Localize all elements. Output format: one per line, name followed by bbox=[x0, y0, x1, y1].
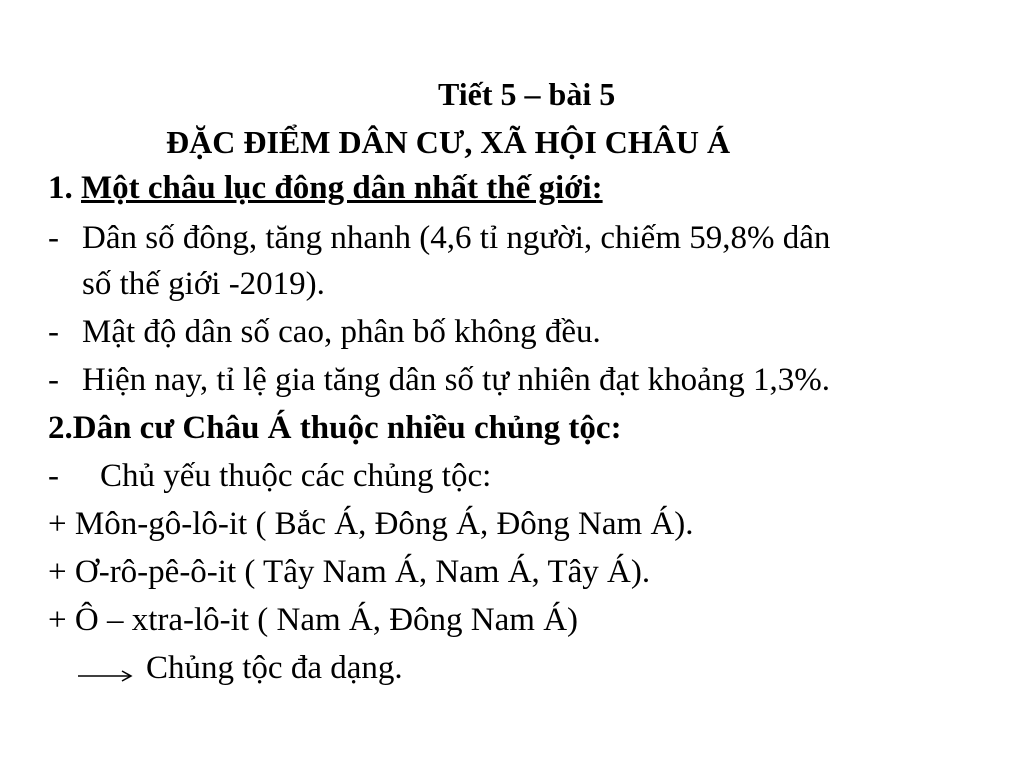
right-arrow-icon bbox=[76, 662, 136, 684]
bullet-marker: - bbox=[48, 458, 59, 494]
bullet-europoid bbox=[48, 552, 650, 592]
lesson-number: Tiết 5 – bài 5 bbox=[438, 76, 616, 112]
section-1-number: 1. bbox=[48, 170, 73, 206]
bullet-marker: + bbox=[48, 506, 67, 542]
bullet-population-continued bbox=[82, 264, 325, 304]
bullet-marker: - bbox=[48, 314, 59, 350]
bullet-text: Chủ yếu thuộc các chủng tộc: bbox=[100, 458, 492, 494]
bullet-text: Hiện nay, tỉ lệ gia tăng dân số tự nhiên đạt khoảng 1,3%. bbox=[82, 362, 830, 398]
bullet-text: Môn-gô-lô-it ( Bắc Á, Đông Á, Đông Nam Á). bbox=[74, 506, 694, 542]
bullet-marker: + bbox=[48, 554, 67, 590]
bullet-text: Mật độ dân số cao, phân bố không đều. bbox=[82, 314, 601, 350]
bullet-density bbox=[48, 312, 601, 352]
section-1-heading-row bbox=[48, 168, 603, 208]
bullet-australoid bbox=[48, 600, 578, 640]
bullet-population bbox=[48, 218, 830, 258]
bullet-text: Dân số đông, tăng nhanh (4,6 tỉ người, chiếm 59,8% dân bbox=[82, 220, 831, 256]
section-1-heading: Một châu lục đông dân nhất thế giới: bbox=[81, 170, 603, 206]
section-2-heading: 2.Dân cư Châu Á thuộc nhiều chủng tộc: bbox=[48, 410, 622, 446]
bullet-marker: - bbox=[48, 362, 59, 398]
bullet-text: Ơ-rô-pê-ô-it ( Tây Nam Á, Nam Á, Tây Á). bbox=[74, 554, 651, 590]
bullet-marker: - bbox=[48, 220, 59, 256]
bullet-mongoloid bbox=[48, 504, 694, 544]
bullet-growth-rate bbox=[48, 360, 830, 400]
bullet-marker: + bbox=[48, 602, 67, 638]
bullet-text: Ô – xtra-lô-it ( Nam Á, Đông Nam Á) bbox=[74, 602, 579, 638]
page-title: ĐẶC ĐIỂM DÂN CƯ, XÃ HỘI CHÂU Á bbox=[166, 124, 731, 160]
bullet-races-intro bbox=[48, 456, 491, 496]
conclusion-text: Chủng tộc đa dạng. bbox=[146, 650, 403, 686]
bullet-text: số thế giới -2019). bbox=[82, 266, 325, 302]
